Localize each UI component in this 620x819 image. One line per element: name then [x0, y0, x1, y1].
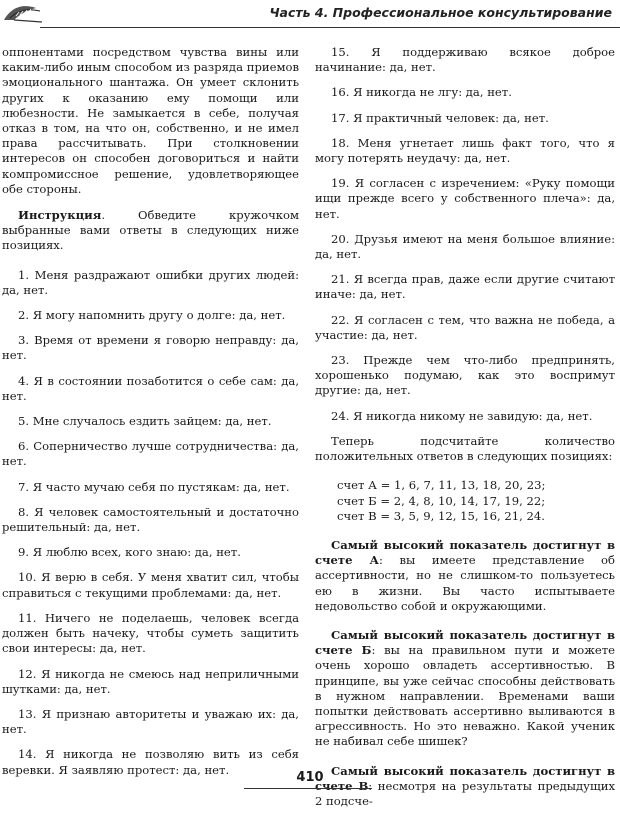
- count-intro: Теперь подсчитайте количество положительных ответов в следующих позициях:: [315, 433, 615, 464]
- question-item-8: 8. Я человек самостоятельный и достаточно решительный: да, нет.: [2, 504, 299, 535]
- question-item-19: 19. Я согласен с изречением: «Руку помощи ищи прежде всего у собственного плеча»: да, нет.: [315, 176, 615, 221]
- result-c-text: : несмотря на результаты предыдущих 2 подсче-: [315, 778, 615, 809]
- question-item-7: 7. Я часто мучаю себя по пустякам: да, нет.: [18, 479, 290, 494]
- quill-logo-icon: [2, 2, 46, 24]
- result-a-text: : вы имеете представление об ассертивности, но не слишком-то пользуетесь ею в жизни. Вы часто испытываете недовольство собой и окружающими.: [315, 553, 615, 613]
- question-item-20: 20. Друзья имеют на меня большое влияние: да, нет.: [315, 231, 615, 262]
- score-a: счет А = 1, 6, 7, 11, 13, 18, 20, 23;: [337, 478, 546, 493]
- right-column: [315, 45, 615, 819]
- question-item-22: 22. Я согласен с тем, что важна не победа, а участие: да, нет.: [315, 312, 615, 342]
- running-header-title: Часть 4. Профессиональное консультирование: [269, 5, 612, 20]
- result-a-heading: Самый высокий показатель достигнут в счете А: [315, 538, 615, 568]
- question-item-12: 12. Я никогда не смеюсь над неприличными шутками: да, нет.: [2, 666, 299, 696]
- question-item-4: 4. Я в состоянии позаботится о себе сам: да, нет.: [2, 373, 299, 403]
- question-item-23: 23. Прежде чем что-либо предпринять, хорошенько подумаю, как это воспримут другие: да, нет.: [315, 353, 615, 398]
- intro-paragraph: оппонентами посредством чувства вины или каким-либо иным способом из разряда приемов эмоционального шантажа. Он умеет склонить других к оказанию ему помощи или любезности. Не замыкается в себе, получая отказ в том, на что он, собственно, и не имел права рассчитывать. При столкновении интересов он способен договориться и найти компромиссное решение, удовлетворяющее обе стороны.: [2, 45, 299, 196]
- question-item-24: 24. Я никогда никому не завидую: да, нет.: [331, 408, 593, 423]
- header-rule: [40, 27, 620, 28]
- left-column: [2, 45, 299, 788]
- result-b-text: : вы на правильном пути и можете очень хорошо овладеть ассертивностью. В принципе, вы уже сейчас способны действовать в нужном направлении. Временами ваши попытки действовать ассертивно выливаются в агрессивность. Но это неважно. Какой ученик не набивал себе шишек?: [315, 643, 615, 749]
- instruction-paragraph: [2, 208, 299, 254]
- result-a-paragraph: [315, 538, 615, 614]
- question-item-17: 17. Я практичный человек: да, нет.: [331, 110, 549, 125]
- question-item-6: 6. Соперничество лучше сотрудничества: да, нет.: [2, 439, 299, 469]
- question-item-1: 1. Меня раздражают ошибки других людей: да, нет.: [2, 267, 299, 297]
- instruction-text: . Обведите кружочком выбранные вами ответы в следующих ниже позициях.: [2, 208, 299, 253]
- question-item-18: 18. Меня угнетает лишь факт того, что я могу потерять неудачу: да, нет.: [315, 135, 615, 166]
- score-list: [337, 478, 615, 525]
- footer-rule: [244, 788, 372, 789]
- question-item-21: 21. Я всегда прав, даже если другие считают иначе: да, нет.: [315, 272, 615, 302]
- question-item-14: 14. Я никогда не позволяю вить из себя веревки. Я заявляю протест: да, нет.: [2, 747, 299, 777]
- question-item-16: 16. Я никогда не лгу: да, нет.: [331, 85, 512, 100]
- result-b-paragraph: [315, 628, 615, 750]
- question-item-15: 15. Я поддерживаю всякое доброе начинание: да, нет.: [315, 45, 615, 75]
- question-item-11: 11. Ничего не поделаешь, человек всегда должен быть начеку, чтобы суметь защитить свои интересы: да, нет.: [2, 610, 299, 656]
- question-item-3: 3. Время от времени я говорю неправду: да, нет.: [2, 333, 299, 363]
- instruction-label: Инструкция: [18, 208, 102, 223]
- score-c: счет В = 3, 5, 9, 12, 15, 16, 21, 24.: [337, 509, 545, 524]
- question-item-13: 13. Я признаю авторитеты и уважаю их: да, нет.: [2, 706, 299, 737]
- question-item-2: 2. Я могу напомнить другу о долге: да, нет.: [18, 308, 286, 323]
- question-item-9: 9. Я люблю всех, кого знаю: да, нет.: [18, 545, 241, 560]
- result-c-heading: Самый высокий показатель достигнут в счете В: [315, 763, 615, 793]
- question-item-10: 10. Я верю в себя. У меня хватит сил, чтобы справиться с текущими проблемами: да, нет.: [2, 570, 299, 600]
- page-header: [0, 0, 620, 30]
- score-b: счет Б = 2, 4, 8, 10, 14, 17, 19, 22;: [337, 493, 546, 508]
- page-number: 410: [296, 770, 324, 785]
- result-b-heading: Самый высокий показатель достигнут в счете Б: [315, 628, 615, 658]
- question-item-5: 5. Мне случалось ездить зайцем: да, нет.: [18, 414, 272, 429]
